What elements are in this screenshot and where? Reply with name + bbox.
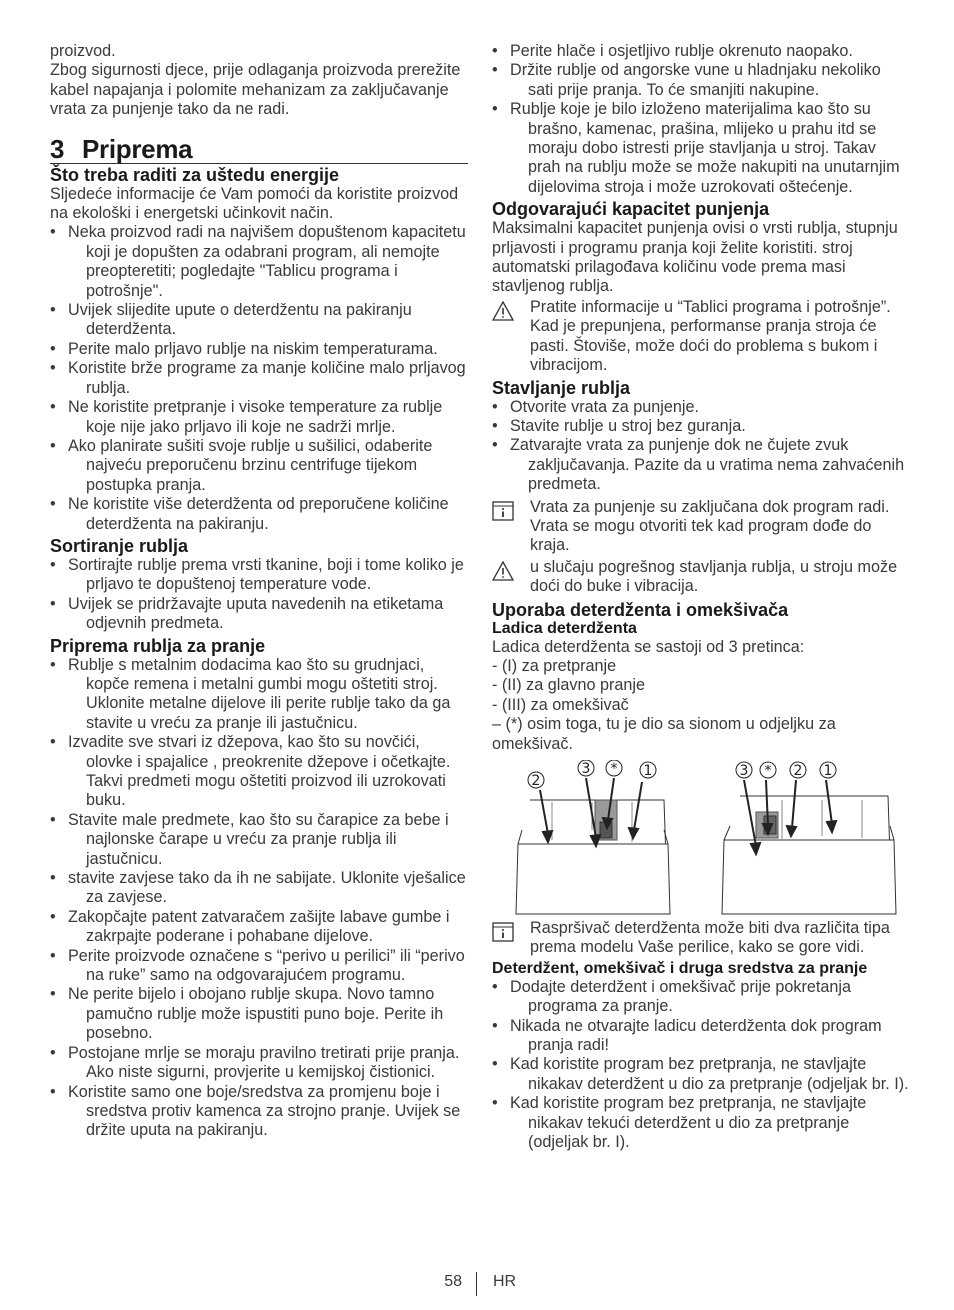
section-title-agents: Deterdžent, omekšivač i druga sredstva za pranje	[492, 959, 868, 977]
label-1-right	[820, 762, 836, 779]
list-item: • Koristite samo one boje/sredstva za promjenu boje i sredstva protiv kamenca za strojno pranje. Uvijek se držite uputa na pakiranju.	[50, 1083, 468, 1141]
list-item: • Držite rublje od angorske vune u hladnjaku nekoliko sati prije pranja. To će smanjiti nakupine.	[492, 61, 910, 100]
warning-triangle-icon	[492, 301, 514, 321]
prep-cont-list	[492, 42, 910, 197]
chapter-number: 3	[50, 133, 65, 164]
drawer-illustration-right	[722, 796, 896, 914]
list-item: • Sortirajte rublje prema vrsti tkanine, boji i tome koliko je prljavo te dopuštenoj temperature vode.	[50, 556, 468, 595]
label-text: 1	[643, 763, 653, 779]
intro-line: proizvod.	[50, 42, 116, 60]
list-item: • Uvijek se pridržavajte uputa navedenih na etiketama odjevnih predmeta.	[50, 595, 468, 634]
drawer-line: Ladica deterdženta se sastoji od 3 pretinca:	[492, 637, 805, 656]
label-text: 1	[823, 763, 833, 779]
list-item: • Ne perite bijelo i obojano rublje skupa. Novo tamno pamučno rublje može ispustiti puno boje. Perite ih posebno.	[50, 985, 468, 1043]
label-1-left	[640, 762, 656, 779]
section-title-sorting: Sortiranje rublja	[50, 535, 189, 556]
agents-list	[492, 978, 910, 1153]
list-item: • Otvorite vrata za punjenje.	[492, 398, 910, 417]
page-footer	[0, 1272, 954, 1296]
drawer-line: - (I) za pretpranje	[492, 656, 617, 675]
drawer-arrows-left	[540, 778, 642, 846]
list-item: • Postojane mrlje se moraju pravilno tretirati prije pranja. Ako niste sigurni, provjerite u kemijskoj čistionici.	[50, 1044, 468, 1083]
info-text: Vrata za punjenje su zaključana dok program radi. Vrata se mogu otvoriti tek kad program dođe do kraja.	[530, 497, 890, 555]
list-item: • Kad koristite program bez pretpranja, ne stavljajte nikakav tekući deterdžent u dio za pretpranje (odjeljak br. I).	[492, 1094, 910, 1152]
section-title-prep: Priprema rublja za pranje	[50, 635, 266, 656]
list-item: • Ako planirate sušiti svoje rublje u sušilici, odaberite najveću preporučenu brzinu centrifuge tijekom postupka pranja.	[50, 437, 468, 495]
page-number: 58	[444, 1273, 462, 1290]
section-title-detergent: Uporaba deterdženta i omekšivača	[492, 599, 789, 620]
label-3-right	[736, 762, 752, 779]
language-code: HR	[493, 1273, 517, 1290]
list-item: • Koristite brže programe za manje količine malo prljavog rublja.	[50, 359, 468, 398]
loading-list	[492, 398, 910, 495]
capacity-warning	[492, 298, 910, 376]
drawer-info	[492, 919, 910, 958]
label-text: 2	[531, 773, 541, 789]
list-item: • Kad koristite program bez pretpranja, ne stavljajte nikakav deterdžent u dio za pretpranje (odjeljak br. I).	[492, 1055, 910, 1094]
loading-warning	[492, 558, 910, 597]
list-item: • Uvijek slijedite upute o deterdžentu na pakiranju deterdženta.	[50, 301, 468, 340]
list-item: • Neka proizvod radi na najvišem dopuštenom kapacitetu koji je dopušten za odabrani program, ali nemojte preopteretiti; pogledajte "Tablicu programa i potrošnje".	[50, 223, 468, 301]
section-intro: Sljedeće informacije će Vam pomoći da koristite proizvod na ekološki i energetski učinkovit način.	[50, 184, 459, 223]
loading-info	[492, 498, 910, 556]
label-2-right	[790, 762, 806, 779]
footer-divider	[476, 1272, 477, 1296]
label-text: *	[610, 761, 618, 777]
detergent-drawer-figure	[492, 760, 910, 918]
chapter-heading	[50, 135, 468, 164]
drawer-labels-right	[736, 762, 836, 779]
list-item: • Zakopčajte patent zatvaračem zašijte labave gumbe i zakrpajte poderane i pohabane dijelove.	[50, 908, 468, 947]
list-item: • Dodajte deterdžent i omekšivač prije pokretanja programa za pranje.	[492, 978, 910, 1017]
intro-line: Zbog sigurnosti djece, prije odlaganja proizvoda prerežite kabel napajanja i polomite mehanizam za zaključavanje vrata za punjenje tako da ne radi.	[50, 61, 461, 119]
drawer-labels-left	[528, 760, 656, 789]
info-icon	[492, 501, 514, 521]
sorting-list	[50, 556, 468, 634]
label-3-left	[578, 760, 594, 777]
energy-list	[50, 223, 468, 534]
list-item: • Ne koristite pretpranje i visoke temperature za rublje koje nije jako prljavo ili koje ne sadrži mrlje.	[50, 398, 468, 437]
list-item: • Rublje s metalnim dodacima kao što su grudnjaci, kopče remena i metalni gumbi mogu oštetiti stroj. Uklonite metalne dijelove ili perite rublje tako da ga stavite u vreću za pranje ili jastučnicu.	[50, 656, 468, 734]
subsection-title-drawer: Ladica deterdženta	[492, 619, 637, 637]
drawer-line: - (II) za glavno pranje	[492, 676, 645, 695]
info-text: Raspršivač deterdženta može biti dva različita tipa prema modelu Vaše perilice, kako se gore vidi.	[530, 919, 890, 957]
left-column	[50, 42, 468, 1141]
list-item: • Izvadite sve stvari iz džepova, kao što su novčići, olovke i spajalice , preokrenite džepove i očetkajte. Takvi predmeti mogu oštetiti proizvod ili uzrokovati buku.	[50, 733, 468, 811]
list-item: • Perite hlače i osjetljivo rublje okrenuto naopako.	[492, 42, 910, 61]
list-item: • stavite zavjese tako da ih ne sabijate. Uklonite vješalice za zavjese.	[50, 869, 468, 908]
list-item: • Stavite male predmete, kao što su čarapice za bebe i najlonske čarape u vreću za pranje rublja ili jastučnicu.	[50, 811, 468, 869]
label-text: 3	[581, 761, 591, 777]
chapter-title: Priprema	[82, 133, 193, 164]
list-item: • Stavite rublje u stroj bez guranja.	[492, 417, 910, 436]
section-title-capacity: Odgovarajući kapacitet punjenja	[492, 199, 770, 220]
drawer-line: - (III) za omekšivač	[492, 695, 629, 714]
warning-text: u slučaju pogrešnog stavljanja rublja, u stroju može doći do buke i vibracija.	[530, 557, 898, 596]
label-text: 3	[739, 763, 749, 779]
list-item: • Zatvarajte vrata za punjenje dok ne čujete zvuk zaključavanja. Pazite da u vratima nema zahvaćenih predmeta.	[492, 436, 910, 494]
list-item: • Perite proizvode označene s “perivo u perilici” ili “perivo na ruke” samo na odgovarajućem programu.	[50, 947, 468, 986]
drawer-line: – (*) osim toga, tu je dio sa sionom u odjeljku za omekšivač.	[492, 715, 836, 753]
list-item: • Perite malo prljavo rublje na niskim temperaturama.	[50, 340, 468, 359]
label-text: 2	[793, 763, 803, 779]
prep-list	[50, 656, 468, 1141]
info-icon	[492, 922, 514, 942]
section-title-loading: Stavljanje rublja	[492, 377, 631, 398]
section-title-energy: Što treba raditi za uštedu energije	[50, 164, 340, 185]
list-item: • Nikada ne otvarajte ladicu deterdženta dok program pranja radi!	[492, 1017, 910, 1056]
list-item: • Ne koristite više deterdženta od preporučene količine deterdženta na pakiranju.	[50, 495, 468, 534]
warning-triangle-icon	[492, 561, 514, 581]
warning-text: Pratite informacije u “Tablici programa i potrošnje”. Kad je prepunjena, performanse pranja stroja će pasti. Štoviše, može doći do problema s bukom i vibracijom.	[530, 297, 891, 375]
detergent-drawer-drawing	[492, 760, 910, 918]
label-2-left	[528, 772, 544, 789]
capacity-text: Maksimalni kapacitet punjenja ovisi o vrsti rublja, stupnju prljavosti i programu pranja koji želite koristiti. stroj automatski prilagođava količinu vode prema masi stavljenog rublja.	[492, 219, 898, 296]
label-star-left	[606, 760, 622, 777]
label-text: *	[764, 763, 772, 779]
label-star-right	[760, 762, 776, 779]
right-column	[492, 42, 910, 1152]
list-item: • Rublje koje je bilo izloženo materijalima kao što su brašno, kamenac, prašina, mlijeko u prahu itd se moraju dobo istresti prije stavljanja u stroj. Takav prah na rublju može se može nakupiti na unutarnjim dijelovima stroja i može uzrokovati oštećenje.	[492, 100, 910, 197]
